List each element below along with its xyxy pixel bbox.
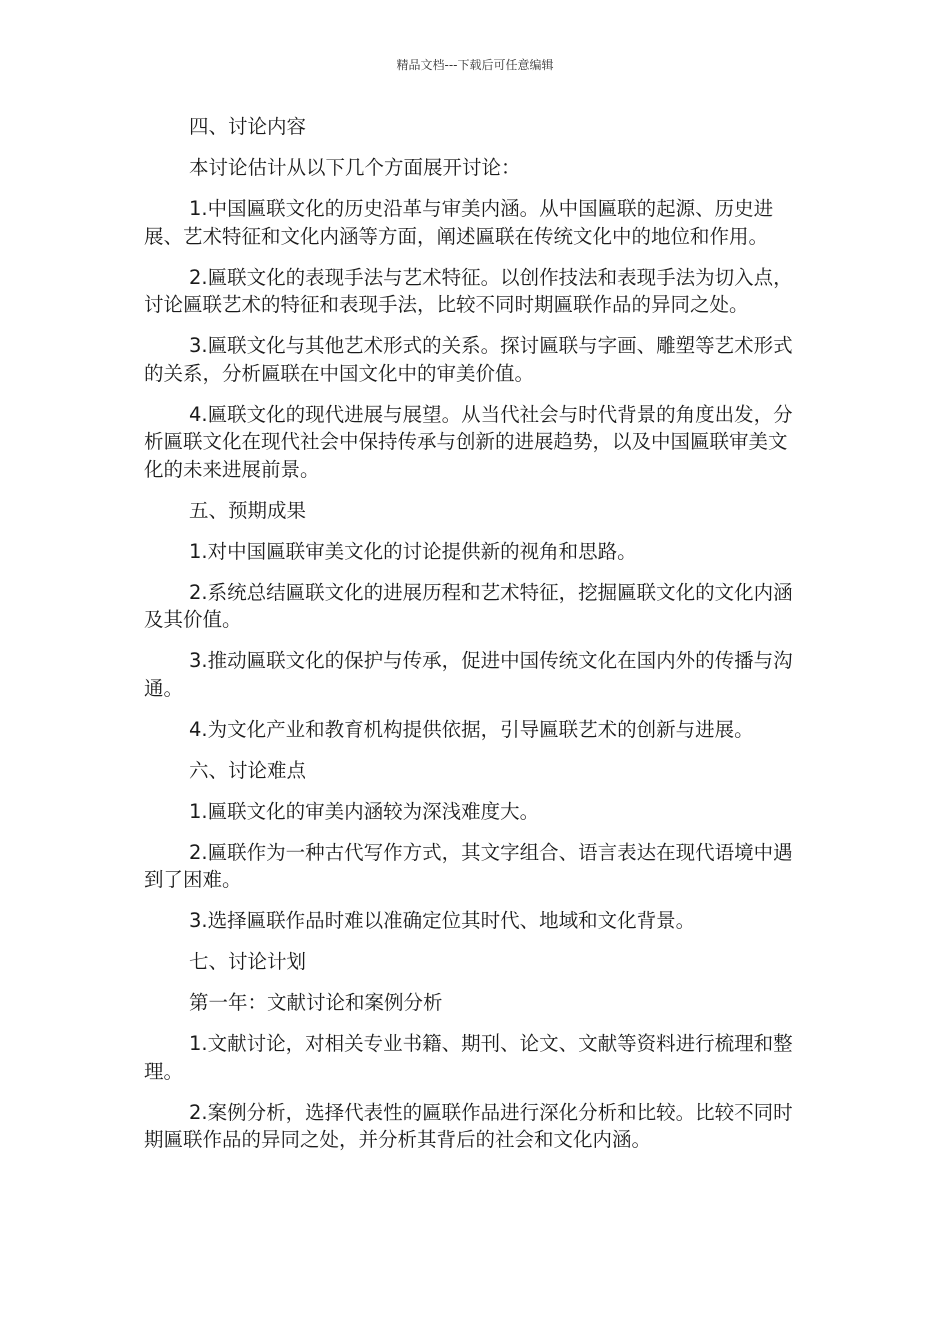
content-item-1: 1.中国匾联文化的历史沿革与审美内涵。从中国匾联的起源、历史进展、艺术特征和文化内涵等方面，阐述匾联在传统文化中的地位和作用。 [144, 197, 774, 248]
difficulty-item-1: 1.匾联文化的审美内涵较为深浅难度大。 [189, 799, 540, 823]
page-header: 精品文档---下载后可任意编辑 [396, 58, 554, 72]
difficulty-item-2: 2.匾联作为一种古代写作方式，其文字组合、语言表达在现代语境中遇到了困难。 [144, 840, 793, 891]
plan-item-1: 1.文献讨论，对相关专业书籍、期刊、论文、文献等资料进行梳理和整理。 [144, 1032, 793, 1083]
plan-item-2: 2.案例分析，选择代表性的匾联作品进行深化分析和比较。比较不同时期匾联作品的异同之处，并分析其背后的社会和文化内涵。 [144, 1100, 793, 1151]
content-item-4: 4.匾联文化的现代进展与展望。从当代社会与时代背景的角度出发，分析匾联文化在现代社会中保持传承与创新的进展趋势，以及中国匾联审美文化的未来进展前景。 [144, 402, 793, 481]
section-heading-6: 六、讨论难点 [189, 758, 307, 782]
section-heading-4: 四、讨论内容 [189, 115, 307, 138]
difficulty-item-3: 3.选择匾联作品时难以准确定位其时代、地域和文化背景。 [189, 909, 696, 932]
plan-year-1-heading: 第一年：文献讨论和案例分析 [189, 991, 443, 1014]
section-heading-5: 五、预期成果 [189, 498, 307, 522]
outcome-item-3: 3.推动匾联文化的保护与传承，促进中国传统文化在国内外的传播与沟通。 [144, 649, 793, 700]
outcome-item-2: 2.系统总结匾联文化的进展历程和艺术特征，挖掘匾联文化的文化内涵及其价值。 [144, 580, 793, 631]
outcome-item-1: 1.对中国匾联审美文化的讨论提供新的视角和思路。 [189, 539, 637, 563]
intro-paragraph: 本讨论估计从以下几个方面展开讨论： [189, 156, 521, 179]
content-item-2: 2.匾联文化的表现手法与艺术特征。以创作技法和表现手法为切入点，讨论匾联艺术的特征和表现手法，比较不同时期匾联作品的异同之处。 [144, 265, 793, 316]
content-item-3: 3.匾联文化与其他艺术形式的关系。探讨匾联与字画、雕塑等艺术形式的关系，分析匾联在中国文化中的审美价值。 [144, 334, 793, 385]
section-heading-7: 七、讨论计划 [189, 950, 307, 973]
outcome-item-4: 4.为文化产业和教育机构提供依据，引导匾联艺术的创新与进展。 [189, 717, 754, 741]
document-body [144, 113, 794, 1167]
